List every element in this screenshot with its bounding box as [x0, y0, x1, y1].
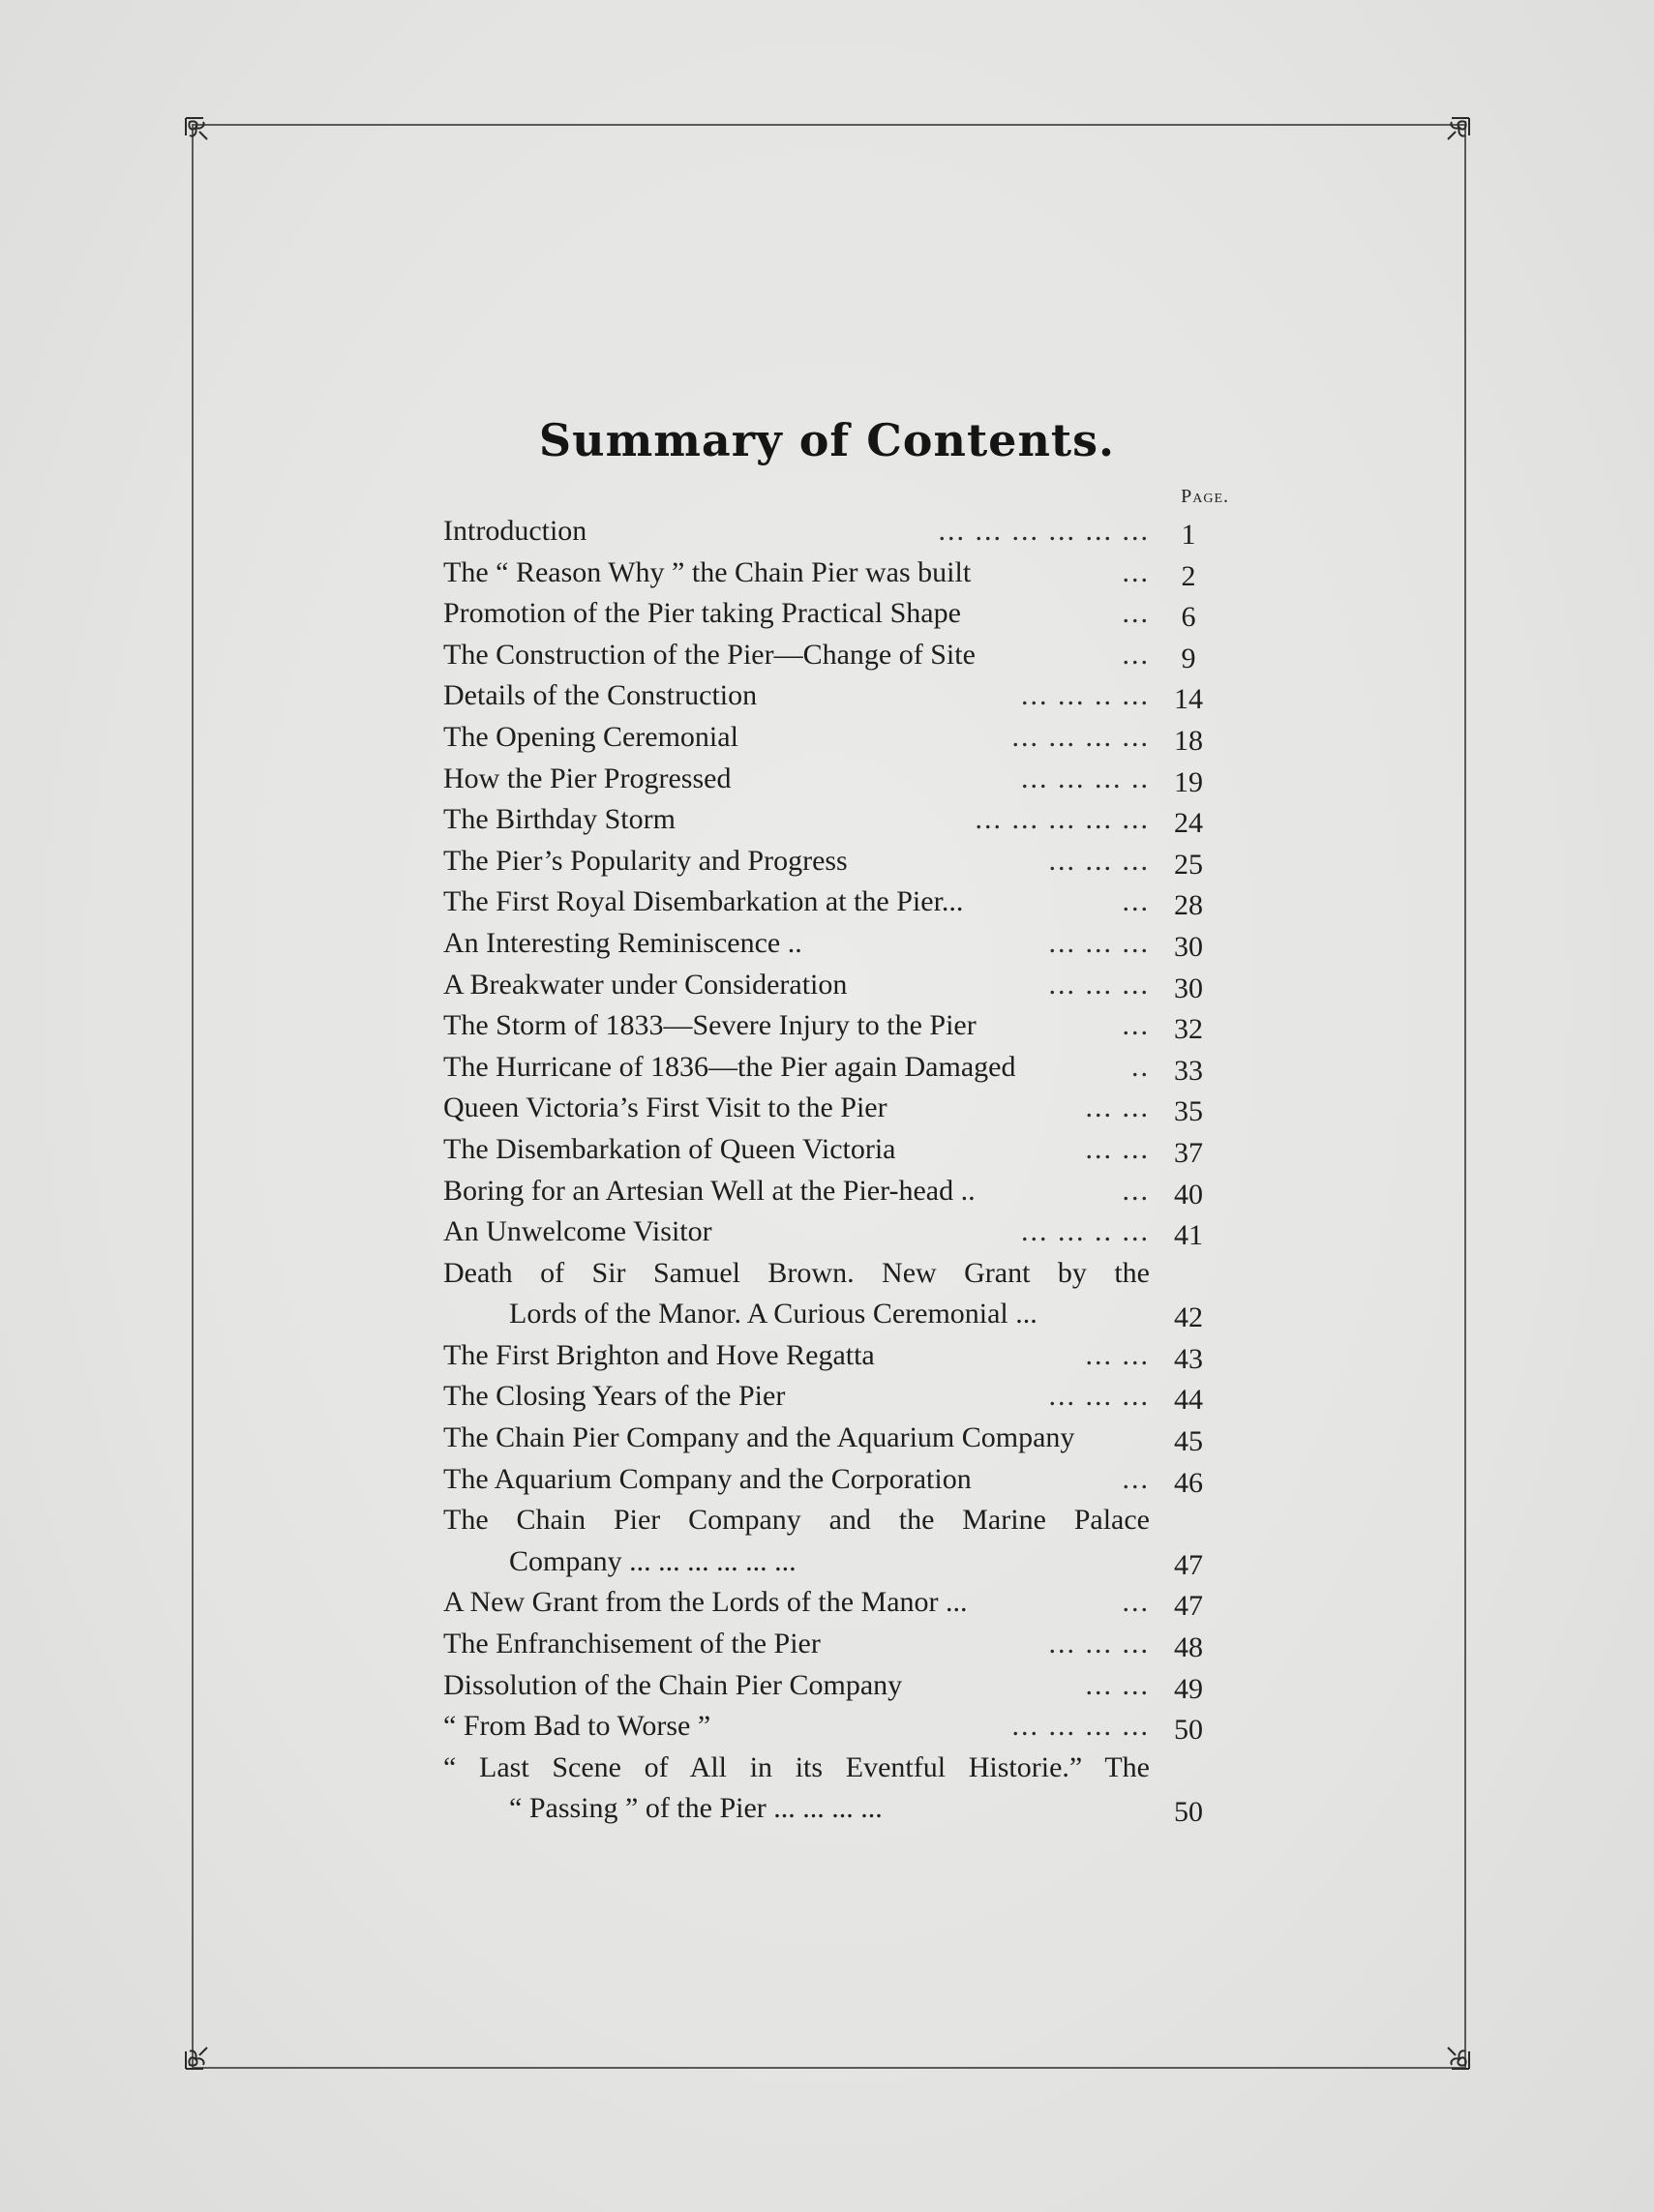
toc-page-number: 50 [1174, 1796, 1203, 1829]
toc-page-number: 14 [1174, 683, 1203, 716]
toc-entry-title: The Chain Pier Company and the Aquarium Company [443, 1421, 1075, 1454]
toc-entry-title: The Enfranchisement of the Pier [443, 1628, 821, 1660]
toc-page-number: 48 [1174, 1631, 1203, 1664]
toc-entry-title: Boring for an Artesian Well at the Pier-head .. [443, 1174, 976, 1207]
toc-entry-title: Promotion of the Pier taking Practical Shape [443, 597, 961, 630]
toc-entry [443, 1748, 1218, 1830]
toc-entry [443, 593, 1218, 635]
toc-entry-title: An Interesting Reminiscence .. [443, 926, 802, 959]
toc-entry [443, 1088, 1218, 1129]
toc-entry-title: “ Last Scene of All in its Eventful Historie.” The [443, 1750, 1150, 1783]
toc-entry [443, 759, 1218, 800]
toc-entry-title: An Unwelcome Visitor [443, 1215, 712, 1248]
toc-entry [443, 1171, 1218, 1212]
toc-page-number: 33 [1174, 1054, 1203, 1087]
toc-page-number: 41 [1174, 1219, 1203, 1252]
toc-entry-title: The Construction of the Pier—Change of Site [443, 638, 976, 671]
toc-leader-dots: ... ... ... ... [1011, 1710, 1150, 1743]
toc-page-number: 9 [1181, 642, 1196, 674]
toc-entry-title: The Storm of 1833—Severe Injury to the Pier [443, 1009, 977, 1042]
toc-entry-title: The First Brighton and Hove Regatta [443, 1338, 875, 1371]
toc-page-number: 35 [1174, 1095, 1203, 1128]
toc-leader-dots: ... ... ... [1048, 844, 1150, 877]
toc-page-number: 43 [1174, 1342, 1203, 1375]
toc-entry [443, 1706, 1218, 1748]
toc-entry [443, 965, 1218, 1006]
toc-entry-title: The Pier’s Popularity and Progress [443, 844, 848, 877]
toc-leader-dots: ... ... ... ... ... ... [938, 515, 1150, 547]
toc-leader-dots: ... ... ... .. [1021, 762, 1150, 794]
toc-entry-title: The Closing Years of the Pier [443, 1380, 786, 1413]
toc-leader-dots: ... ... [1085, 1132, 1150, 1165]
toc-leader-dots: ... ... ... ... [1011, 720, 1150, 753]
toc-page-number: 45 [1174, 1425, 1203, 1458]
corner-ornament-icon [1430, 2030, 1473, 2073]
toc-entry-title: How the Pier Progressed [443, 762, 732, 794]
corner-ornament-icon [1430, 114, 1473, 157]
toc-page-number: 30 [1174, 930, 1203, 963]
toc-entry [443, 1582, 1218, 1624]
toc-leader-dots: ... ... ... [1048, 968, 1150, 1001]
page-column-header: Page. [1181, 486, 1229, 507]
toc-entry-title-continued: Lords of the Manor. A Curious Ceremonial ... [509, 1298, 1038, 1330]
toc-entry-title: Dissolution of the Chain Pier Company [443, 1668, 903, 1701]
toc-page-number: 19 [1174, 765, 1203, 798]
toc-entry-title: The “ Reason Why ” the Chain Pier was built [443, 555, 972, 588]
toc-leader-dots: ... [1122, 555, 1150, 588]
toc-entry-title: “ From Bad to Worse ” [443, 1710, 711, 1743]
toc-leader-dots: ... ... [1085, 1091, 1150, 1124]
toc-entry-title: Details of the Construction [443, 679, 758, 712]
toc-leader-dots: ... [1122, 1009, 1150, 1042]
toc-entry [443, 1376, 1218, 1418]
toc-entry-title: A Breakwater under Consideration [443, 968, 848, 1001]
toc-leader-dots: ... ... [1085, 1668, 1150, 1701]
toc-entry-title: A New Grant from the Lords of the Manor ... [443, 1586, 968, 1619]
toc-page-number: 28 [1174, 889, 1203, 922]
corner-ornament-icon [182, 114, 225, 157]
toc-leader-dots: ... ... [1085, 1338, 1150, 1371]
toc-page-number: 6 [1181, 601, 1196, 634]
toc-page-number: 49 [1174, 1672, 1203, 1705]
toc-leader-dots: ... ... ... [1048, 926, 1150, 959]
toc-leader-dots: ... [1122, 885, 1150, 918]
toc-entry-title: The Aquarium Company and the Corporation [443, 1462, 972, 1495]
toc-page-number: 25 [1174, 848, 1203, 881]
corner-ornament-icon [182, 2030, 225, 2073]
toc-leader-dots: ... ... .. ... [1021, 679, 1150, 712]
toc-leader-dots: ... [1122, 597, 1150, 630]
toc-entry [443, 1624, 1218, 1665]
toc-leader-dots: ... [1122, 1462, 1150, 1495]
table-of-contents [443, 511, 1218, 1830]
toc-leader-dots: ... [1122, 1586, 1150, 1619]
toc-entry-title: Death of Sir Samuel Brown. New Grant by the [443, 1256, 1150, 1289]
toc-leader-dots: ... ... ... ... ... [975, 803, 1150, 836]
toc-page-number: 42 [1174, 1301, 1203, 1334]
toc-page-number: 50 [1174, 1714, 1203, 1747]
toc-entry-title: The First Royal Disembarkation at the Pier... [443, 885, 964, 918]
toc-entry-title: The Chain Pier Company and the Marine Palace [443, 1504, 1150, 1537]
toc-entry [443, 1665, 1218, 1707]
toc-page-number: 37 [1174, 1136, 1203, 1169]
toc-page-number: 40 [1174, 1178, 1203, 1211]
toc-entry [443, 799, 1218, 841]
toc-entry [443, 841, 1218, 882]
toc-entry [443, 553, 1218, 594]
toc-entry-title: The Birthday Storm [443, 803, 676, 836]
toc-page-number: 44 [1174, 1384, 1203, 1417]
toc-page-number: 47 [1174, 1590, 1203, 1623]
toc-entry [443, 635, 1218, 676]
toc-leader-dots: ... ... ... [1048, 1380, 1150, 1413]
toc-entry-title: Introduction [443, 515, 587, 547]
toc-leader-dots: ... ... ... [1048, 1628, 1150, 1660]
toc-entry [443, 717, 1218, 759]
page-title: Summary of Contents. [538, 414, 1116, 466]
toc-entry [443, 1335, 1218, 1377]
toc-page-number: 18 [1174, 724, 1203, 757]
toc-entry-title-continued: Company ... ... ... ... ... ... [509, 1544, 797, 1577]
toc-entry [443, 511, 1218, 553]
toc-entry-title: The Opening Ceremonial [443, 720, 738, 753]
toc-page-number: 32 [1174, 1013, 1203, 1046]
toc-entry-title-continued: “ Passing ” of the Pier ... ... ... ... [509, 1792, 883, 1825]
toc-leader-dots: .. [1131, 1050, 1150, 1083]
toc-leader-dots: ... [1122, 1174, 1150, 1207]
toc-entry [443, 1418, 1218, 1459]
toc-entry [443, 675, 1218, 717]
toc-entry-title: Queen Victoria’s First Visit to the Pier [443, 1091, 887, 1124]
toc-entry [443, 1253, 1218, 1335]
toc-entry [443, 1459, 1218, 1501]
toc-entry [443, 1047, 1218, 1089]
toc-page-number: 1 [1181, 519, 1196, 551]
toc-page-number: 47 [1174, 1548, 1203, 1581]
toc-entry-title: The Hurricane of 1836—the Pier again Damaged [443, 1050, 1016, 1083]
toc-entry [443, 882, 1218, 923]
toc-page-number: 24 [1174, 807, 1203, 840]
toc-entry [443, 1500, 1218, 1582]
toc-leader-dots: ... [1122, 638, 1150, 671]
toc-page-number: 46 [1174, 1466, 1203, 1499]
toc-entry [443, 1211, 1218, 1253]
toc-page-number: 2 [1181, 559, 1196, 592]
toc-entry [443, 1129, 1218, 1171]
toc-leader-dots: ... ... .. ... [1021, 1215, 1150, 1248]
toc-entry-title: The Disembarkation of Queen Victoria [443, 1132, 896, 1165]
toc-entry [443, 1005, 1218, 1047]
toc-entry [443, 923, 1218, 965]
toc-page-number: 30 [1174, 971, 1203, 1004]
